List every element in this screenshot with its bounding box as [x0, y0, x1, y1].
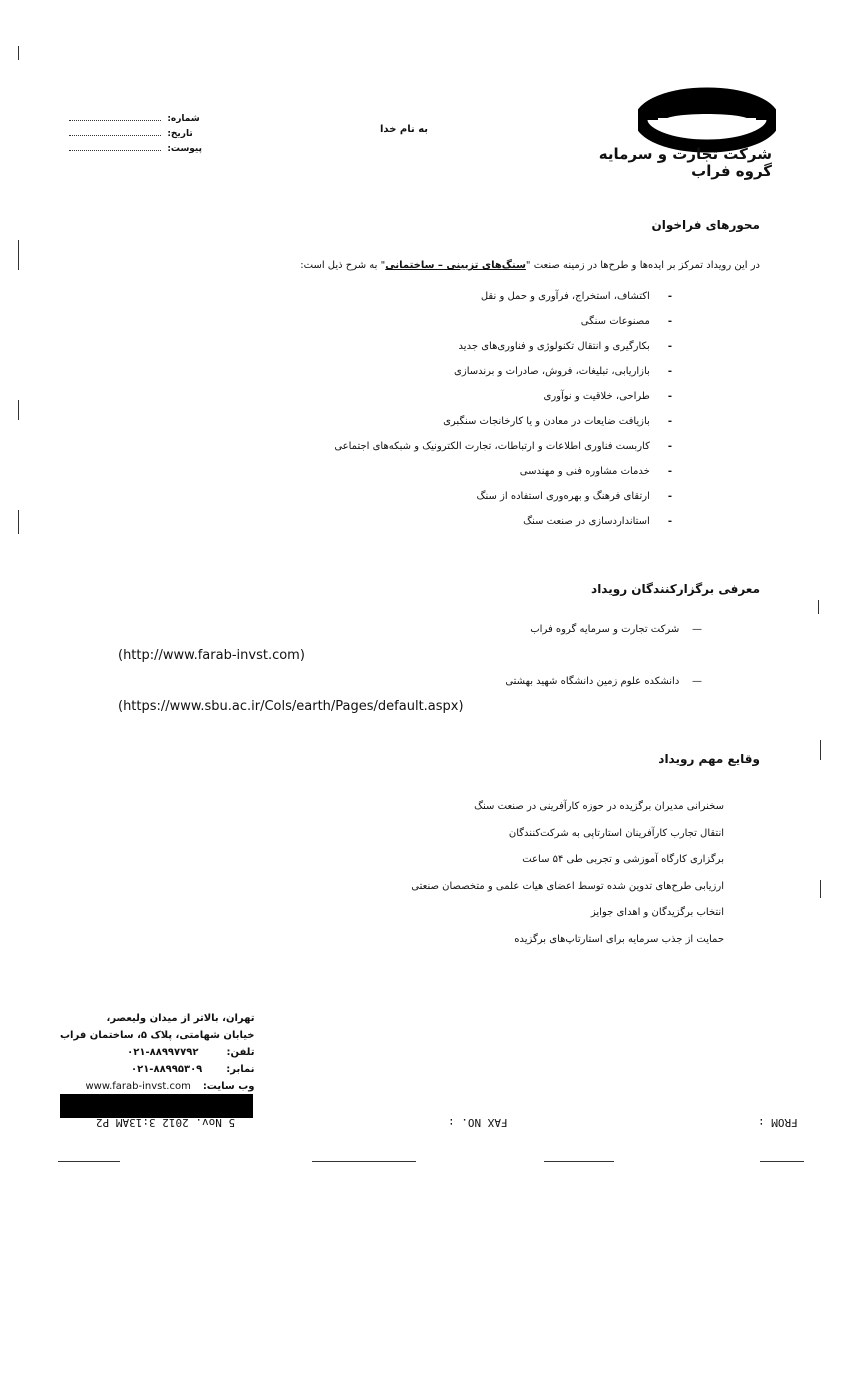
fax-row	[60, 1061, 255, 1078]
date-blank-line	[69, 134, 161, 136]
axis-item	[334, 359, 672, 384]
scan-line	[58, 1161, 120, 1162]
organizer-name: شرکت تجارت و سرمایه گروه فراب	[530, 624, 680, 635]
event-item: سخنرانی مدیران برگزیده در حوزه کارآفرینی در صنعت سنگ	[474, 801, 724, 812]
scan-mark	[18, 46, 19, 60]
axis-item-dash: -	[667, 366, 672, 377]
axis-item	[334, 459, 672, 484]
axes-heading: محورهای فراخوان	[651, 218, 760, 232]
fax-label: نمابر:	[226, 1064, 255, 1075]
phone-label: تلفن:	[226, 1047, 255, 1058]
axis-item-text: استانداردسازی در صنعت سنگ	[523, 516, 650, 527]
scan-line	[760, 1161, 804, 1162]
axis-item-text: اکتشاف، استخراج، فرآوری و حمل و نقل	[480, 291, 650, 302]
axis-item	[334, 334, 672, 359]
events-list	[411, 794, 724, 953]
event-item: انتخاب برگزیدگان و اهدای جوایز	[590, 907, 724, 918]
scan-mark	[18, 400, 19, 420]
axis-item-text: کاربست فناوری اطلاعات و ارتباطات، تجارت الکترونیک و شبکه‌های اجتماعی	[334, 441, 650, 452]
axis-item	[334, 409, 672, 434]
axis-item	[334, 509, 672, 534]
axis-item	[334, 309, 672, 334]
fax-from: FROM :	[758, 1116, 798, 1129]
intro-text-before: در این رویداد تمرکز بر ایده‌ها و طرح‌ها در زمینه صنعت "	[525, 260, 760, 271]
axis-item-text: ارتقای فرهنگ و بهره‌وری استفاده از سنگ	[476, 491, 650, 502]
axis-item-dash: -	[667, 441, 672, 452]
attachment-blank-line	[69, 149, 161, 151]
organizer-dash: —	[692, 676, 702, 687]
bismillah: به نام خدا	[380, 124, 429, 135]
scan-mark	[18, 240, 19, 270]
event-item: برگزاری کارگاه آموزشی و تجربی طی ۵۴ ساعت	[522, 854, 724, 865]
event-item: انتقال تجارب کارآفرینان استارتاپی به شرکت‌کنندگان	[508, 827, 724, 839]
scan-line	[312, 1161, 416, 1162]
redaction-bar	[60, 1094, 253, 1118]
fax-number: ۰۲۱-۸۸۹۹۵۳۰۹	[131, 1064, 203, 1075]
scan-mark	[820, 740, 821, 760]
scan-mark	[820, 880, 821, 898]
organizer-name: دانشکده علوم زمین دانشگاه شهید بهشتی	[505, 676, 680, 687]
fax-number-header: FAX NO. :	[448, 1116, 508, 1129]
organizer-dash: —	[692, 624, 702, 635]
axis-item	[334, 484, 672, 509]
contact-footer	[60, 1010, 255, 1095]
axis-item-text: طراحی، خلاقیت و نوآوری	[543, 391, 650, 402]
axis-item-dash: -	[667, 316, 672, 327]
phone-row	[60, 1044, 255, 1061]
date-label: تاریخ:	[167, 129, 193, 139]
axis-item-text: بازیافت ضایعات در معادن و یا کارخانجات سنگبری	[443, 416, 650, 427]
organizer-item	[505, 676, 702, 687]
attachment-label: پیوست:	[167, 144, 202, 154]
address-line: تهران، بالاتر از میدان ولیعصر،	[106, 1013, 255, 1024]
axis-item-dash: -	[667, 341, 672, 352]
axis-item-text: بازاریابی، تبلیغات، فروش، صادرات و برندسازی	[454, 366, 650, 377]
website-link[interactable]: www.farab-invst.com	[85, 1081, 191, 1092]
events-heading: وقایع مهم رویداد	[658, 752, 760, 766]
axis-item-dash: -	[667, 391, 672, 402]
axis-item-text: بکارگیری و انتقال تکنولوژی و فناوری‌های جدید	[458, 341, 650, 352]
company-name	[599, 146, 772, 180]
scan-mark	[18, 510, 19, 534]
axis-item-text: مصنوعات سنگی	[580, 316, 650, 327]
axes-list	[334, 284, 672, 534]
website-label: وب سایت:	[202, 1081, 255, 1092]
axis-item	[334, 384, 672, 409]
axis-item-dash: -	[667, 491, 672, 502]
website-row	[60, 1078, 255, 1095]
scan-mark	[818, 600, 819, 614]
axis-item-text: خدمات مشاوره فنی و مهندسی	[519, 466, 650, 477]
scan-line	[544, 1161, 614, 1162]
intro-highlight: سنگ‌های تزیینی – ساختمانی	[385, 260, 526, 271]
organizers-heading: معرفی برگزارکنندگان رویداد	[591, 582, 760, 596]
address-line: خیابان شهامتی، پلاک ۵، ساختمان فراب	[60, 1030, 255, 1041]
axis-item-dash: -	[667, 416, 672, 427]
axis-item	[334, 284, 672, 309]
intro-text-after: " به شرح ذیل است:	[300, 260, 386, 271]
axis-item	[334, 434, 672, 459]
axis-item-dash: -	[667, 466, 672, 477]
event-item: حمایت از جذب سرمایه برای استارتاپ‌های برگزیده	[514, 933, 724, 945]
organizer-url: (http://www.farab-invst.com)	[118, 648, 305, 663]
letter-meta-fields	[69, 112, 202, 157]
number-blank-line	[69, 119, 161, 121]
company-name-line1: شرکت تجارت و سرمایه	[598, 145, 772, 163]
organizer-url: (https://www.sbu.ac.ir/Cols/earth/Pages/default.aspx)	[118, 699, 464, 714]
phone-number: ۰۲۱-۸۸۹۹۷۷۹۲	[127, 1047, 199, 1058]
axis-item-dash: -	[667, 516, 672, 527]
date-field	[69, 127, 202, 142]
event-item: ارزیابی طرح‌های تدوین شده توسط اعضای هیات علمی و متخصصان صنعتی	[411, 880, 724, 892]
fax-date: 5 Nov. 2012 3:13AM P2	[96, 1116, 236, 1129]
axes-intro	[300, 260, 760, 271]
number-label: شماره:	[167, 114, 200, 124]
number-field	[69, 112, 202, 127]
company-name-line2: گروه فراب	[691, 162, 772, 180]
organizer-item	[530, 624, 702, 635]
attachment-field	[69, 142, 202, 157]
axis-item-dash: -	[667, 291, 672, 302]
